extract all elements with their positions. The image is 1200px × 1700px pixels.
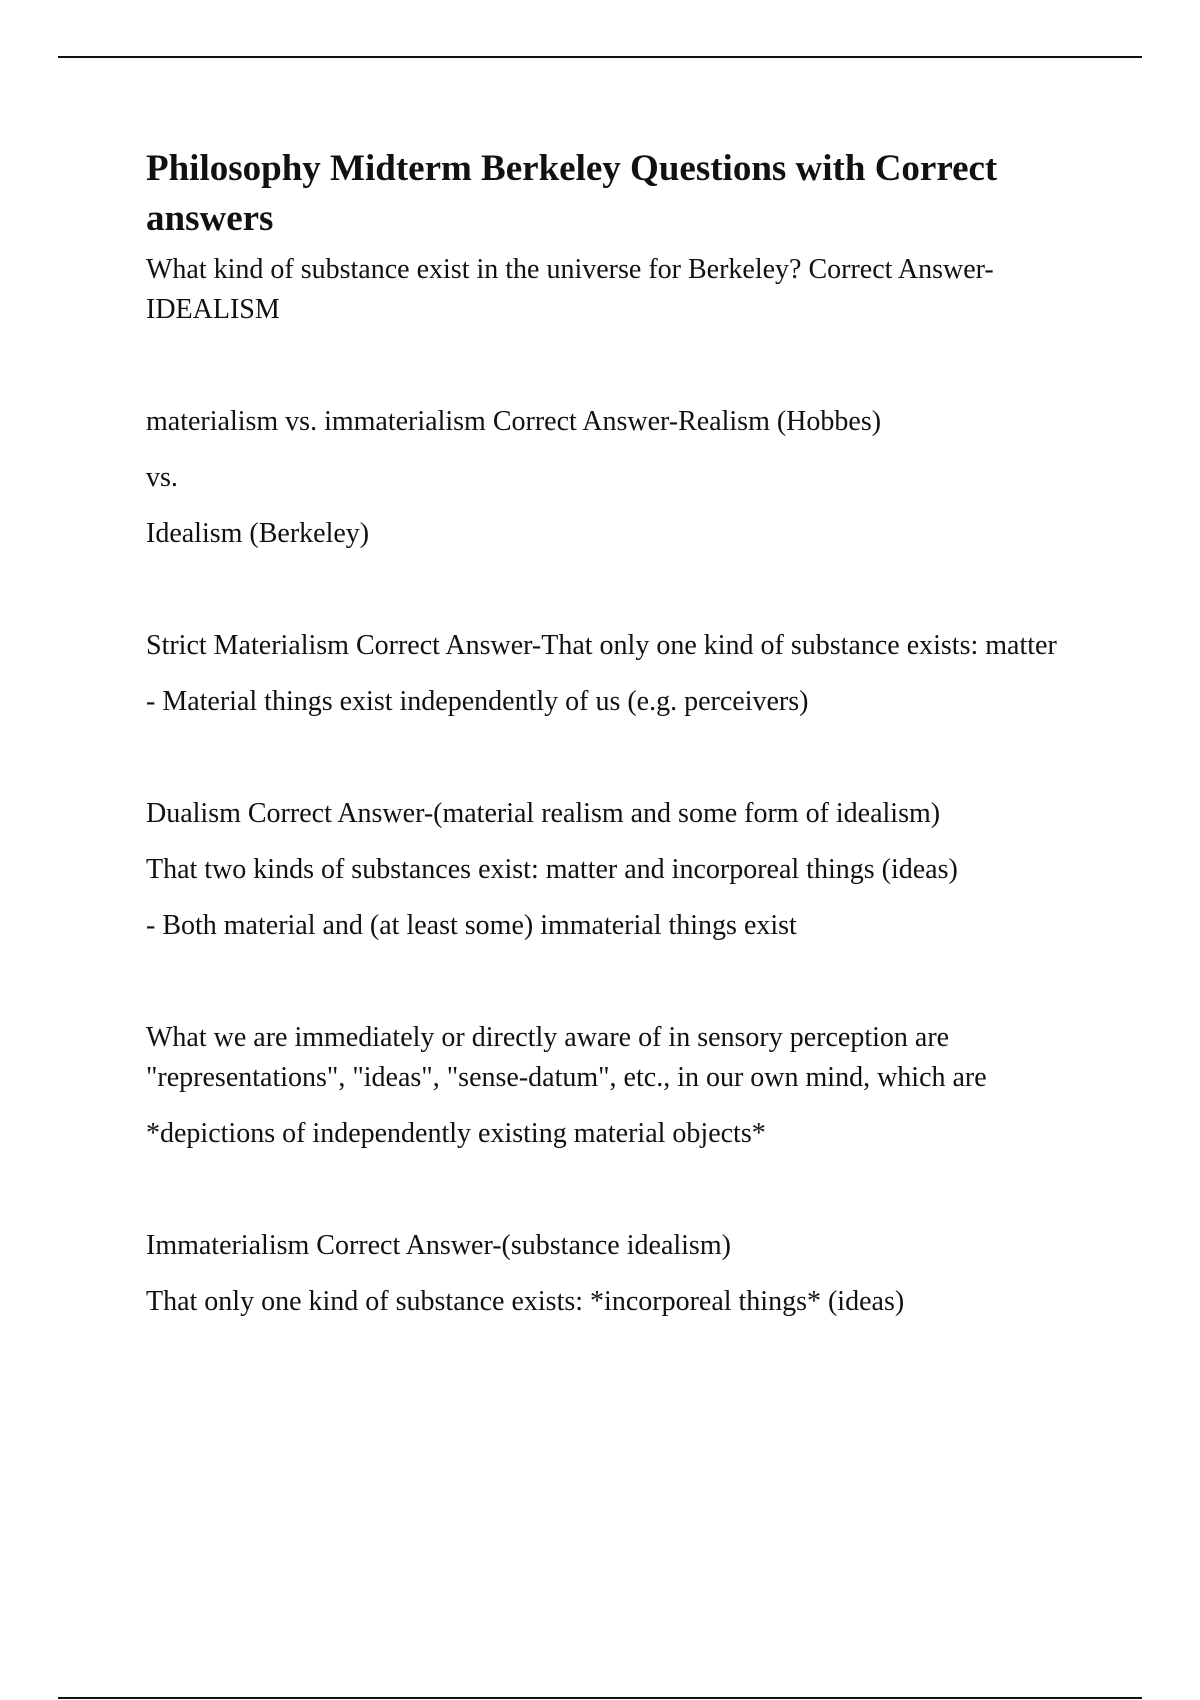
entry-text: What we are immediately or directly aware of in sensory perception are "representations", "ideas", "sense-datum", etc., in our own mind, which are: [146, 1022, 987, 1093]
entry-text: That only one kind of substance exists: *incorporeal things* (ideas): [146, 1286, 905, 1317]
footer-rule: [58, 1697, 1142, 1699]
entry-text: - Material things exist independently of us (e.g. perceivers): [146, 686, 809, 717]
entry-text: Strict Materialism Correct Answer-That only one kind of substance exists: matter: [146, 630, 1057, 661]
entry-text: Dualism Correct Answer-(material realism and some form of idealism): [146, 798, 941, 829]
qa-entry-1: [146, 250, 1086, 330]
qa-entry-6: [146, 1226, 1086, 1322]
document-title: Philosophy Midterm Berkeley Questions with Correct answers: [146, 148, 998, 239]
document-body: [146, 144, 1086, 1394]
entry-text: *depictions of independently existing material objects*: [146, 1118, 766, 1149]
entry-text: materialism vs. immaterialism Correct Answer-Realism (Hobbes): [146, 406, 882, 437]
qa-entry-2: [146, 402, 1086, 554]
entry-text: What kind of substance exist in the universe for Berkeley? Correct Answer-IDEALISM: [146, 254, 994, 325]
entry-text: That two kinds of substances exist: matter and incorporeal things (ideas): [146, 854, 958, 885]
entry-text: Immaterialism Correct Answer-(substance idealism): [146, 1230, 731, 1261]
qa-entry-3: [146, 626, 1086, 722]
qa-entry-4: [146, 794, 1086, 946]
entry-text: - Both material and (at least some) immaterial things exist: [146, 910, 797, 941]
qa-entry-5: [146, 1018, 1086, 1154]
entry-text: vs.: [146, 462, 178, 493]
header-rule: [58, 56, 1142, 58]
entry-text: Idealism (Berkeley): [146, 518, 370, 549]
